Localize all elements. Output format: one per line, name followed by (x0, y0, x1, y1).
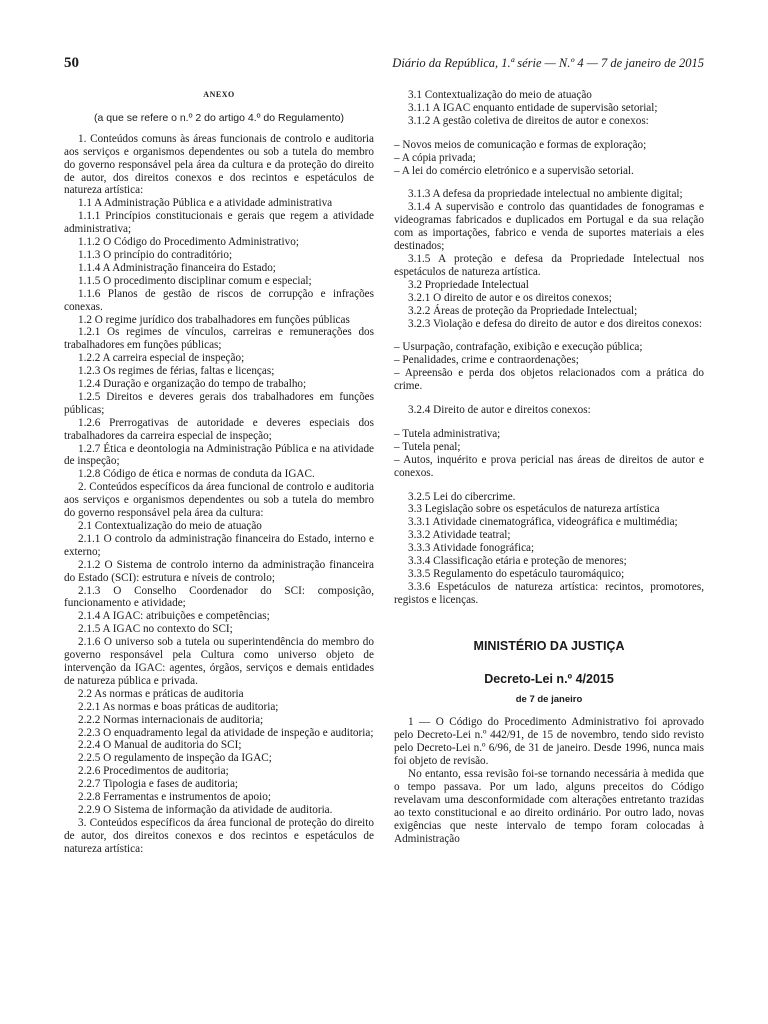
paragraph: 3.2 Propriedade Intelectual (408, 278, 529, 291)
paragraph: 2.2 As normas e práticas de auditoria (78, 687, 244, 700)
decree-date: de 7 de janeiro (515, 693, 583, 705)
paragraph: 1.2.4 Duração e organização do tempo de trabalho; (78, 378, 307, 391)
paragraph: 2.2.7 Tipologia e fases de auditoria; (78, 778, 239, 791)
paragraph: 1.2 O regime jurídico dos trabalhadores em funções públicas (78, 313, 350, 326)
decree-title: Decreto-Lei n.º 4/2015 (484, 671, 614, 686)
paragraph: 1. Conteúdos comuns às áreas funcionais de controlo e auditoria aos serviços e organismos dependentes ou sob a tutela do membro do governo responsável pela área da cultura e da proteção do direito de autor, dos direitos conexos e dos recintos e espetáculos de natureza artística: (64, 132, 374, 197)
paragraph: 3.2.3 Violação e defesa do direito de autor e dos direitos conexos: (408, 317, 702, 330)
annex-title: ANEXO (203, 90, 235, 99)
paragraph: 3.1 Contextualização do meio de atuação (408, 89, 592, 101)
paragraph: 3.3.4 Classificação etária e proteção de menores; (408, 555, 627, 568)
paragraph: 1.1.1 Princípios constitucionais e gerais que regem a atividade administrativa; (64, 210, 374, 236)
paragraph: 2.1 Contextualização do meio de atuação (78, 520, 262, 532)
paragraph: 1.1.6 Planos de gestão de riscos de corrupção e infrações conexas. (64, 287, 374, 313)
paragraph: 2. Conteúdos específicos da área funcional de controlo e auditoria aos serviços e organismos dependentes ou sob a tutela do membro do governo responsável pela área da cultura: (64, 481, 374, 520)
left-column (64, 89, 374, 856)
paragraph: 1.1 A Administração Pública e a atividade administrativa (78, 197, 333, 210)
paragraph: – Tutela penal; (394, 440, 461, 453)
paragraph: 2.2.9 O Sistema de informação da atividade de auditoria. (78, 803, 333, 816)
paragraph: 3.2.4 Direito de autor e direitos conexos: (408, 404, 591, 417)
paragraph: – A lei do comércio eletrónico e a supervisão setorial. (394, 164, 634, 177)
paragraph: – Penalidades, crime e contraordenações; (394, 354, 579, 367)
paragraph: 2.1.1 O controlo da administração financeira do Estado, interno e externo; (64, 532, 374, 558)
paragraph: 2.2.4 O Manual de auditoria do SCI; (78, 739, 242, 752)
ministry-heading: MINISTÉRIO DA JUSTIÇA (473, 638, 625, 653)
paragraph: 1 — O Código do Procedimento Administrativo foi aprovado pelo Decreto-Lei n.º 442/91, de 15 de novembro, tendo sido revisto pelo Decreto-Lei n.º 6/96, de 31 de janeiro. Desde 1996, nunca mais foi objeto de revisão. (394, 716, 704, 768)
paragraph: 2.1.2 O Sistema de controlo interno da administração financeira do Estado (SCI): estrutura e níveis de controlo; (64, 558, 374, 584)
paragraph: 2.2.3 O enquadramento legal da atividade de inspeção e auditoria; (78, 726, 374, 739)
paragraph: 1.2.3 Os regimes de férias, faltas e licenças; (78, 365, 275, 378)
paragraph: 1.1.3 O princípio do contraditório; (78, 248, 233, 261)
page-number: 50 (64, 55, 79, 71)
paragraph: 3. Conteúdos específicos da área funcional de proteção do direito de autor, dos direitos conexos e dos recintos e espetáculos de natureza artística: (64, 816, 374, 855)
paragraph: 1.1.5 O procedimento disciplinar comum e especial; (78, 274, 312, 287)
paragraph: 1.2.7 Ética e deontologia na Administração Pública e na atividade de inspeção; (64, 442, 374, 468)
paragraph: 2.1.3 O Conselho Coordenador do SCI: composição, funcionamento e atividade; (64, 584, 374, 610)
paragraph: 1.2.6 Prerrogativas de autoridade e deveres especiais dos trabalhadores da carreira especial de inspeção; (64, 416, 374, 442)
paragraph: 3.1.5 A proteção e defesa da Propriedade Intelectual nos espetáculos de natureza artística. (394, 252, 704, 278)
paragraph: 3.3.6 Espetáculos de natureza artística: recintos, promotores, registos e licenças. (394, 580, 704, 606)
paragraph: 3.2.1 O direito de autor e os direitos conexos; (408, 291, 612, 304)
paragraph: – A cópia privada; (394, 151, 476, 164)
paragraph: 2.2.5 O regulamento de inspeção da IGAC; (78, 752, 272, 765)
paragraph: 3.3.1 Atividade cinematográfica, videográfica e multimédia; (408, 516, 678, 529)
paragraph: – Tutela administrativa; (394, 427, 501, 440)
paragraph: 1.2.5 Direitos e deveres gerais dos trabalhadores em funções públicas; (64, 390, 374, 416)
issue-reference: Diário da República, 1.ª série — N.º 4 — 7 de janeiro de 2015 (392, 56, 704, 70)
paragraph: 3.1.2 A gestão coletiva de direitos de autor e conexos: (408, 114, 649, 127)
paragraph: – Usurpação, contrafação, exibição e execução pública; (394, 341, 643, 354)
paragraph: 2.1.6 O universo sob a tutela ou superintendência do membro do governo responsável pela Cultura como universo objeto de intervenção da IGAC: agentes, órgãos, serviços e demais entidades de natureza pública e privada. (64, 636, 374, 687)
paragraph: – Novos meios de comunicação e formas de exploração; (394, 138, 647, 151)
paragraph: 3.3.2 Atividade teatral; (408, 529, 511, 542)
paragraph: 3.3.3 Atividade fonográfica; (408, 542, 535, 555)
paragraph: 2.2.8 Ferramentas e instrumentos de apoio; (78, 791, 271, 804)
paragraph: No entanto, essa revisão foi-se tornando necessária à medida que o tempo passava. Por um lado, alguns preceitos do Código revelavam uma desconformidade com alterações entretanto trazidas ao texto constitucional e ao direito ordinário. Por outro lado, novas exigências que neste intervalo de tempo foram colocadas à Administração (394, 768, 704, 845)
paragraph: 3.2.5 Lei do cibercrime. (408, 490, 516, 503)
paragraph: 2.2.1 As normas e boas práticas de auditoria; (78, 700, 279, 713)
paragraph: 2.1.5 A IGAC no contexto do SCI; (78, 623, 233, 636)
paragraph: 2.2.2 Normas internacionais de auditoria; (78, 713, 264, 726)
paragraph: 3.1.1 A IGAC enquanto entidade de supervisão setorial; (408, 101, 658, 114)
right-column (394, 89, 704, 846)
paragraph: 3.1.4 A supervisão e controlo das quantidades de fonogramas e videogramas fabricados e duplicados em Portugal e da sua relação com as importações, fabrico e venda de suportes materiais a eles destinados; (394, 201, 704, 253)
right-paragraphs-annex (394, 89, 704, 607)
paragraph: 3.3 Legislação sobre os espetáculos de natureza artística (408, 503, 660, 516)
paragraph: 1.2.8 Código de ética e normas de conduta da IGAC. (78, 468, 315, 481)
paragraph: 3.2.2 Áreas de proteção da Propriedade Intelectual; (408, 304, 638, 317)
paragraph: 3.1.3 A defesa da propriedade intelectual no ambiente digital; (408, 188, 683, 201)
page-header (64, 55, 704, 73)
paragraph: 1.1.4 A Administração financeira do Estado; (78, 261, 276, 274)
paragraph: – Autos, inquérito e prova pericial nas áreas de direitos de autor e conexos. (394, 453, 704, 479)
paragraph: 1.1.2 O Código do Procedimento Administrativo; (78, 236, 299, 249)
paragraph: 2.2.6 Procedimentos de auditoria; (78, 765, 229, 778)
paragraph: 2.1.4 A IGAC: atribuições e competências; (78, 610, 270, 623)
annex-subtitle: (a que se refere o n.º 2 do artigo 4.º do Regulamento) (94, 111, 344, 124)
left-paragraphs (64, 133, 374, 856)
right-paragraphs-decree (394, 716, 704, 845)
paragraph: 1.2.2 A carreira especial de inspeção; (78, 352, 245, 365)
paragraph: 1.2.1 Os regimes de vínculos, carreiras e remunerações dos trabalhadores em funções públicas; (64, 326, 374, 352)
paragraph: 3.3.5 Regulamento do espetáculo tauromáquico; (408, 568, 625, 580)
paragraph: – Apreensão e perda dos objetos relacionados com a prática do crime. (394, 367, 704, 393)
